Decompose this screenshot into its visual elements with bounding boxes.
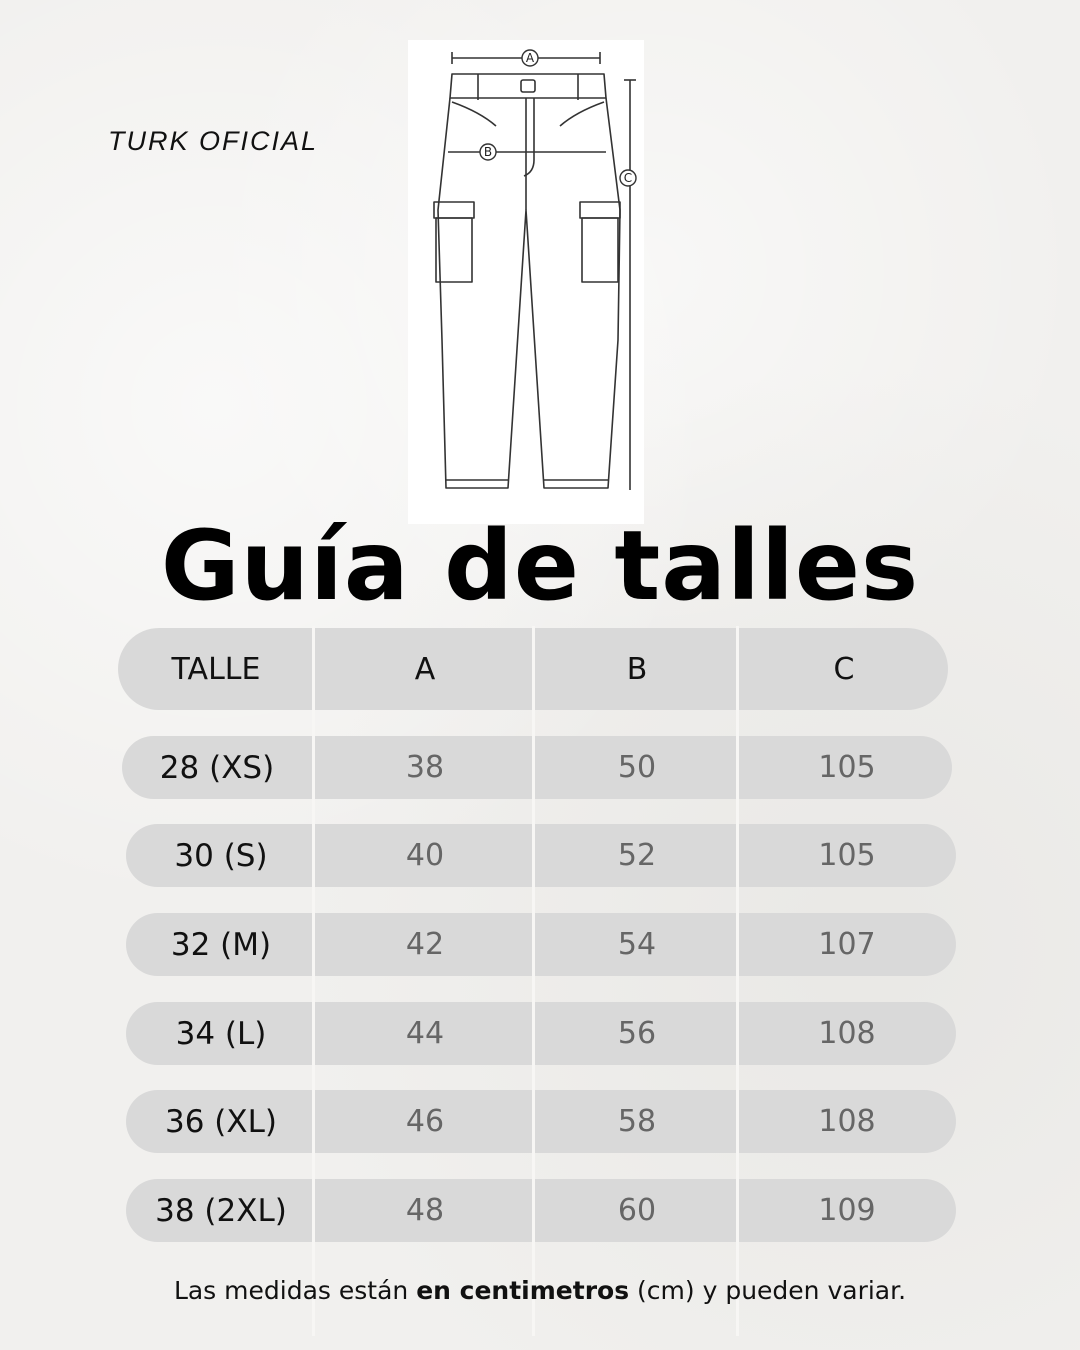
column-divider (312, 626, 315, 1336)
cell-talle: 30 (S) (174, 837, 268, 874)
brand-name: TURK OFICIAL (108, 126, 319, 156)
cell-b: 60 (617, 1193, 657, 1228)
cell-a: 40 (405, 838, 445, 873)
table-row (0, 824, 1080, 887)
note-text: Las medidas están (173, 1276, 417, 1305)
cell-b: 58 (617, 1104, 657, 1139)
header-a: A (414, 651, 436, 687)
cell-talle: 36 (XL) (165, 1103, 277, 1140)
cell-a: 42 (405, 927, 445, 962)
cell-talle: 32 (M) (170, 926, 272, 963)
header-b: B (626, 651, 648, 687)
column-divider (736, 626, 739, 1336)
cell-c: 108 (818, 1016, 876, 1051)
cell-c: 105 (818, 750, 876, 785)
cell-c: 109 (818, 1193, 876, 1228)
cell-a: 44 (405, 1016, 445, 1051)
measurement-note (0, 1276, 1080, 1305)
diagram-label-c: C (623, 171, 633, 185)
table-row (0, 1090, 1080, 1153)
cell-talle: 38 (2XL) (155, 1192, 287, 1229)
cell-b: 52 (617, 838, 657, 873)
diagram-label-a: A (525, 51, 535, 65)
cell-a: 48 (405, 1193, 445, 1228)
table-row (0, 1179, 1080, 1242)
cell-b: 54 (617, 927, 657, 962)
cargo-pants-illustration (408, 40, 644, 524)
header-c: C (833, 651, 855, 687)
pants-measurement-diagram (408, 40, 644, 524)
cell-a: 46 (405, 1104, 445, 1139)
cell-talle: 34 (L) (175, 1015, 267, 1052)
cell-b: 56 (617, 1016, 657, 1051)
header-talle: TALLE (171, 651, 261, 687)
cell-c: 105 (818, 838, 876, 873)
table-row (0, 736, 1080, 799)
note-text-end: (cm) y pueden variar. (629, 1276, 907, 1305)
cell-b: 50 (617, 750, 657, 785)
cell-c: 108 (818, 1104, 876, 1139)
note-bold: en centimetros (416, 1276, 630, 1305)
diagram-label-b: B (483, 145, 493, 159)
table-header-row (0, 628, 1080, 710)
cell-talle: 28 (XS) (159, 749, 275, 786)
column-divider (532, 626, 535, 1336)
table-row (0, 1002, 1080, 1065)
cell-c: 107 (818, 927, 876, 962)
table-row (0, 913, 1080, 976)
cell-a: 38 (405, 750, 445, 785)
page-title: Guía de talles (160, 510, 920, 622)
